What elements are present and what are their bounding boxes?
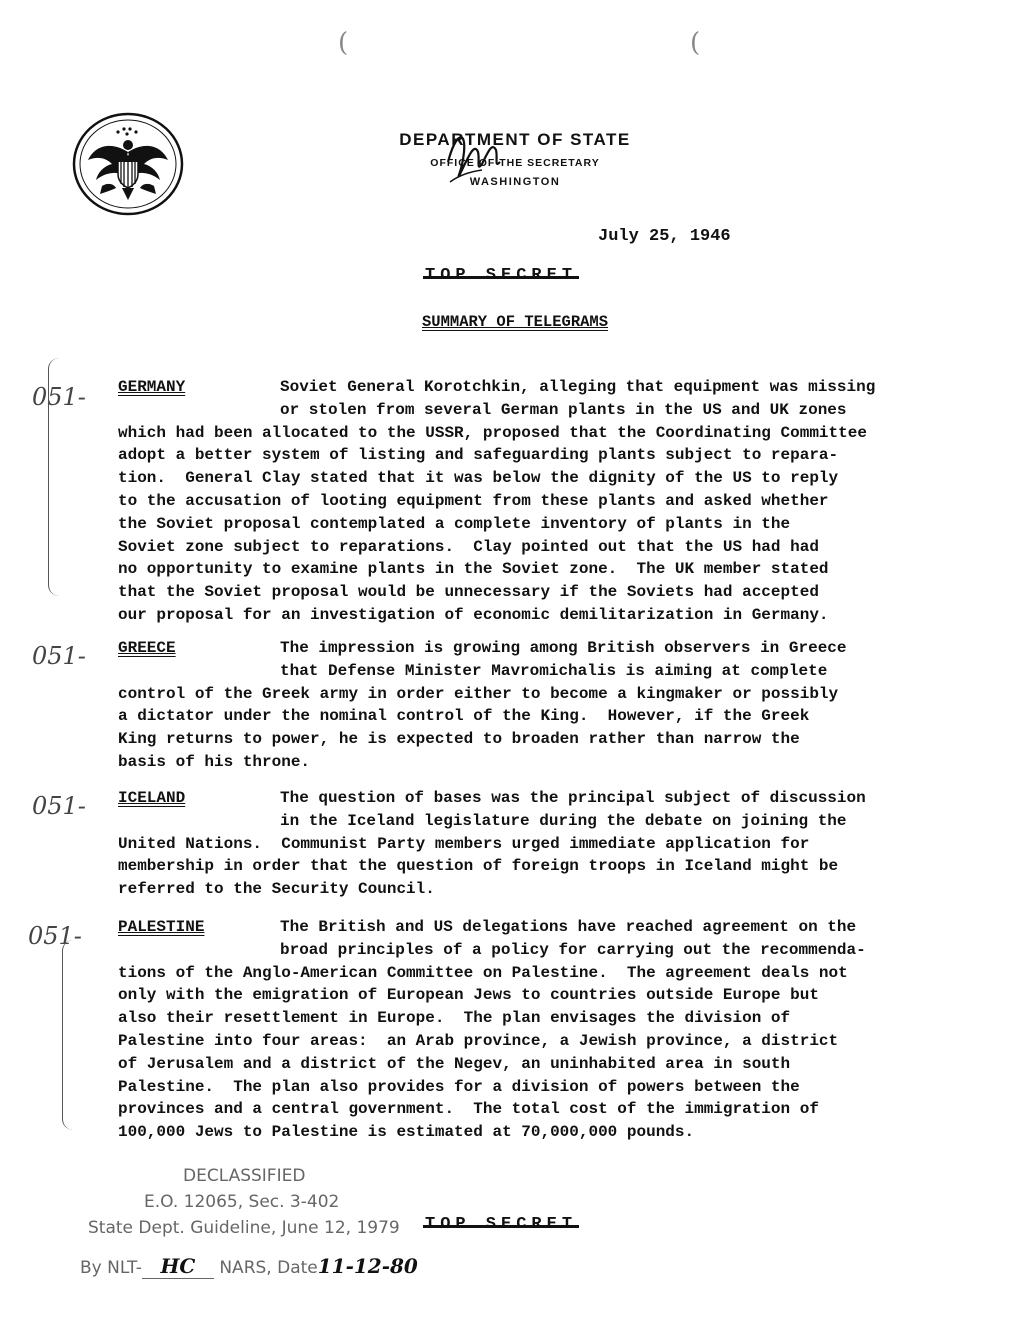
text-line: Palestine. The plan also provides for a division of powers between the	[118, 1077, 800, 1096]
text-line: broad principles of a policy for carrying out the recommenda-	[280, 940, 866, 959]
office-name: OFFICE OF THE SECRETARY	[430, 157, 600, 169]
text-line: Soviet General Korotchkin, alleging that equipment was missing	[280, 378, 876, 396]
section-heading: GREECE	[118, 639, 176, 657]
section-heading: PALESTINE	[118, 918, 205, 936]
text-line: control of the Greek army in order either to become a kingmaker or possibly	[118, 684, 839, 703]
text-line: The British and US delegations have reached agreement on the	[280, 918, 857, 936]
margin-bracket	[62, 940, 73, 1130]
declassification-date: 11-12-80	[317, 1254, 418, 1278]
text-line: of Jerusalem and a district of the Negev, an uninhabited area in south	[118, 1054, 791, 1073]
handwritten-initials	[438, 122, 518, 192]
text-line: to the accusation of looting equipment from these plants and asked whether	[118, 491, 829, 510]
text-line: Soviet zone subject to reparations. Clay pointed out that the US had had	[118, 537, 819, 556]
reviewer-initials: HC	[160, 1254, 196, 1278]
footer-classification-marking	[425, 1215, 577, 1234]
file-code-germany: 051-	[32, 383, 86, 411]
strikethrough-line	[423, 1225, 579, 1228]
text-line: provinces and a central government. The total cost of the immigration of	[118, 1100, 819, 1119]
strikethrough-line	[423, 276, 579, 279]
file-code-palestine: 051-	[28, 922, 82, 950]
punch-mark: (	[690, 28, 701, 58]
text-line: that the Soviet proposal would be unnecessary if the Soviets had accepted	[118, 583, 819, 602]
declassified-label: DECLASSIFIED	[183, 1166, 306, 1186]
nars-label: NARS, Date	[219, 1258, 318, 1278]
text-line: the Soviet proposal contemplated a complete inventory of plants in the	[118, 514, 791, 533]
great-seal-icon	[72, 112, 184, 216]
document-title: SUMMARY OF TELEGRAMS	[422, 313, 609, 331]
text-line: only with the emigration of European Jews to countries outside Europe but	[118, 986, 819, 1005]
text-line: tions of the Anglo-American Committee on Palestine. The agreement deals not	[118, 963, 848, 982]
section-iceland	[118, 787, 958, 901]
section-palestine	[118, 916, 958, 1144]
file-code-greece: 051-	[32, 642, 86, 670]
text-line: basis of his throne.	[118, 752, 311, 771]
text-line: which had been allocated to the USSR, proposed that the Coordinating Committee	[118, 423, 867, 442]
text-line: Palestine into four areas: an Arab province, a Jewish province, a district	[118, 1031, 839, 1050]
margin-bracket	[48, 358, 59, 596]
by-label: By NLT-	[80, 1258, 142, 1278]
document-date: July 25, 1946	[598, 227, 731, 246]
text-line: our proposal for an investigation of economic demilitarization in Germany.	[118, 605, 829, 624]
section-heading: ICELAND	[118, 789, 186, 807]
text-line: tion. General Clay stated that it was below the dignity of the US to reply	[118, 469, 839, 488]
section-greece	[118, 637, 958, 774]
text-line: The question of bases was the principal subject of discussion	[280, 789, 866, 807]
punch-mark: (	[338, 28, 349, 58]
text-line: 100,000 Jews to Palestine is estimated at 70,000,000 pounds.	[118, 1123, 695, 1142]
file-code-iceland: 051-	[32, 792, 86, 820]
text-line: King returns to power, he is expected to broaden rather than narrow the	[118, 730, 800, 749]
section-heading: GERMANY	[118, 378, 186, 396]
text-line: referred to the Security Council.	[118, 880, 435, 899]
text-line: adopt a better system of listing and safeguarding plants subject to repara-	[118, 446, 839, 465]
section-germany	[118, 376, 958, 627]
text-line: membership in order that the question of foreign troops in Iceland might be	[118, 857, 839, 876]
declassification-stamp	[88, 1163, 400, 1241]
executive-order: E.O. 12065, Sec. 3-402	[144, 1192, 340, 1212]
text-line: no opportunity to examine plants in the Soviet zone. The UK member stated	[118, 560, 829, 579]
text-line: that Defense Minister Mavromichalis is aiming at complete	[280, 661, 828, 680]
text-line: or stolen from several German plants in the US and UK zones	[280, 400, 847, 419]
text-line: The impression is growing among British observers in Greece	[280, 639, 847, 657]
department-name: DEPARTMENT OF STATE	[399, 130, 631, 149]
guideline: State Dept. Guideline, June 12, 1979	[88, 1218, 400, 1238]
text-line: a dictator under the nominal control of the King. However, if the Greek	[118, 707, 810, 726]
city-name: WASHINGTON	[469, 176, 561, 188]
text-line: in the Iceland legislature during the debate on joining the	[280, 811, 847, 830]
text-line: United Nations. Communist Party members urged immediate application for	[118, 834, 810, 853]
text-line: also their resettlement in Europe. The plan envisages the division of	[118, 1009, 791, 1028]
declassification-by-line	[80, 1254, 418, 1279]
classification-marking	[425, 266, 577, 285]
